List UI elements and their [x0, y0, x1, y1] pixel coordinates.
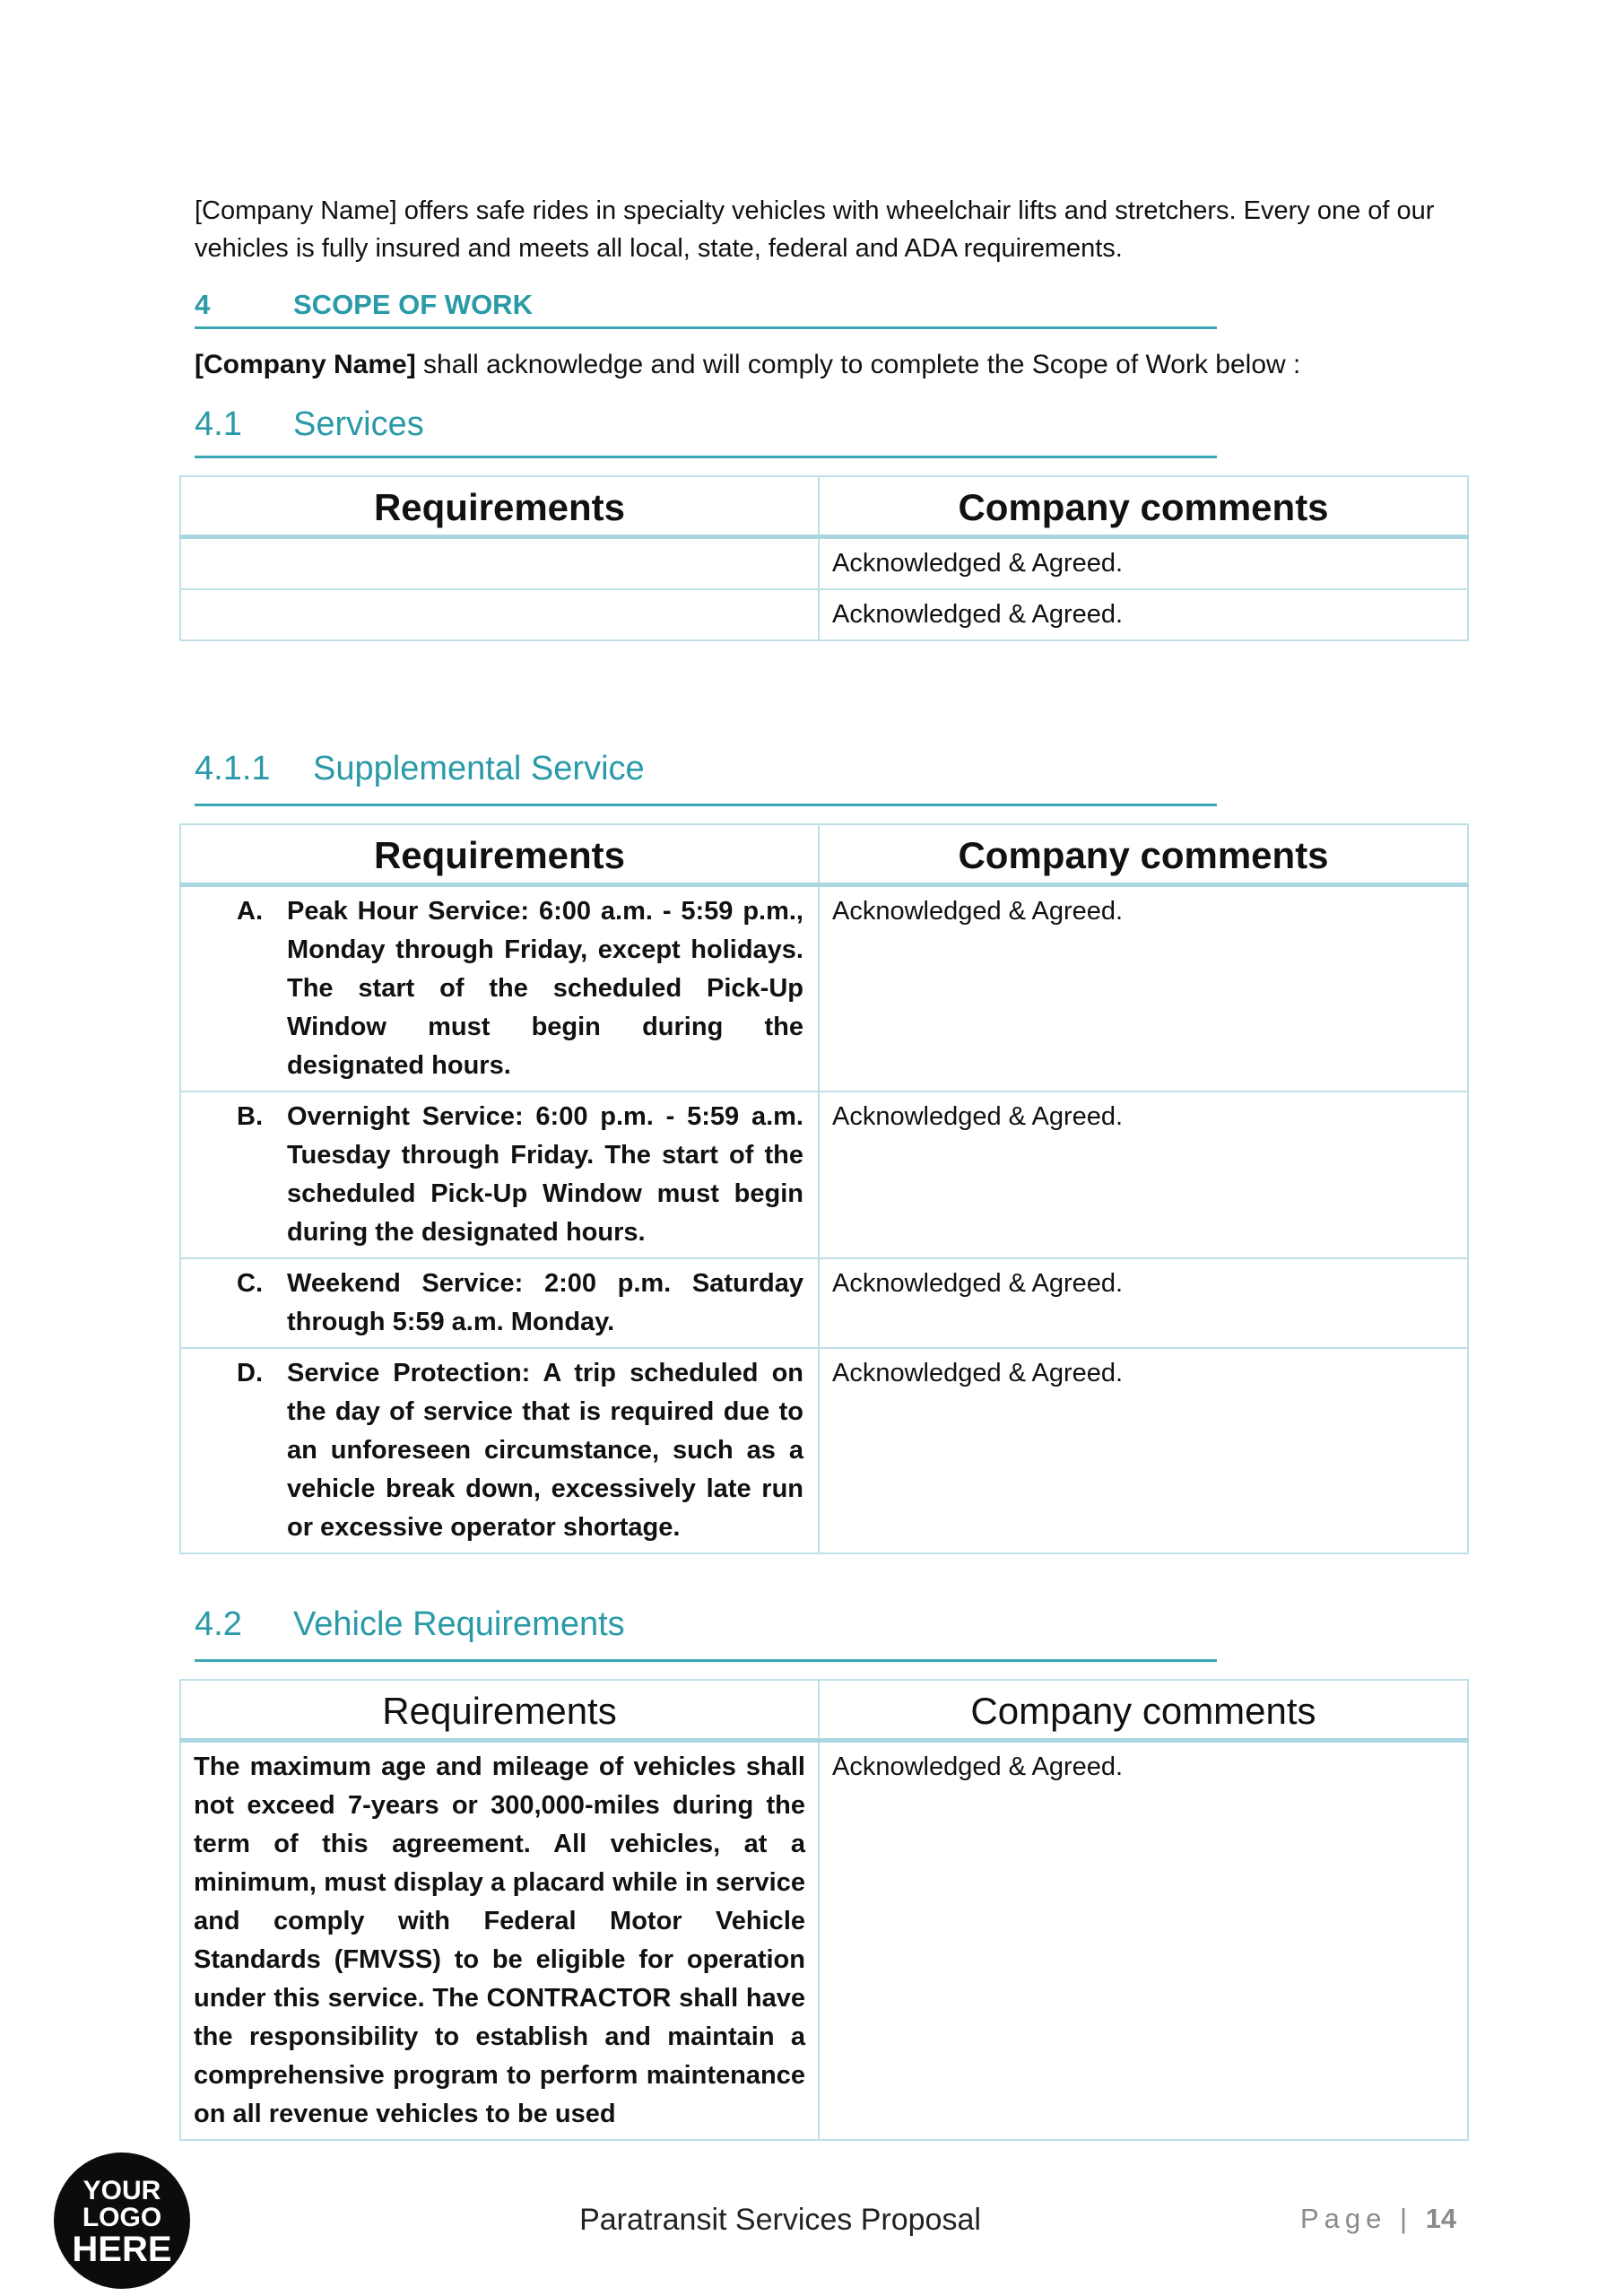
page-number-value: 14 — [1425, 2203, 1457, 2234]
requirement-text: The maximum age and mileage of vehicles shall not exceed 7-years or 300,000-miles during the term of this agreement. All vehicles, at a minimum, must display a placard while in service and comply with Federal Motor Vehicle Standards (FMVSS) to be eligible for operation under this service. The CONTRACTOR shall have the responsibility to establish and maintain a comprehensive program to perform maintenance on all revenue vehicles to be used — [194, 1752, 805, 2128]
footer-document-title: Paratransit Services Proposal — [579, 2203, 981, 2237]
vehicle-requirements-table — [179, 1679, 1469, 2141]
table-row — [180, 1091, 1468, 1258]
subsection-number: 4.1.1 — [195, 750, 271, 787]
subsection-heading-supplemental-service — [195, 750, 1217, 806]
logo-line: HERE — [72, 2230, 172, 2269]
logo-line: YOUR — [83, 2176, 161, 2205]
table-row — [180, 1348, 1468, 1553]
page-label: Page | — [1300, 2203, 1426, 2234]
table-row — [180, 885, 1468, 1092]
subsection-heading-services — [195, 405, 1217, 458]
table-header-row — [180, 1680, 1468, 1741]
section-title: SCOPE OF WORK — [293, 289, 533, 320]
subsection-heading-vehicle-requirements — [195, 1605, 1217, 1662]
company-comments-header: Company comments — [819, 1680, 1468, 1741]
intro-paragraph: [Company Name] offers safe rides in specialty vehicles with wheelchair lifts and stretchers. Every one of our vehicles is fully insured and meets all local, state, federal and ADA requirements. — [195, 196, 1435, 263]
requirement-cell — [180, 1348, 819, 1553]
subsection-title: Supplemental Service — [313, 750, 645, 787]
acknowledgement-text: shall acknowledge and will comply to complete the Scope of Work below : — [415, 350, 1301, 379]
table-row — [180, 589, 1468, 640]
item-label: A. — [237, 897, 263, 926]
table-row — [180, 537, 1468, 590]
services-table — [179, 475, 1469, 641]
requirement-cell — [180, 885, 819, 1092]
item-label: B. — [237, 1102, 263, 1131]
subsection-title: Vehicle Requirements — [293, 1605, 625, 1643]
requirements-header: Requirements — [180, 824, 819, 885]
requirements-header: Requirements — [180, 1680, 819, 1741]
company-comments-header: Company comments — [819, 476, 1468, 537]
company-name-placeholder: [Company Name] — [195, 350, 416, 379]
acknowledgement-line — [195, 350, 1300, 380]
comment-cell: Acknowledged & Agreed. — [819, 1741, 1468, 2141]
comment-cell: Acknowledged & Agreed. — [819, 589, 1468, 640]
logo-line: LOGO — [82, 2203, 162, 2232]
table-row — [180, 1258, 1468, 1348]
company-comments-header: Company comments — [819, 824, 1468, 885]
subsection-title: Services — [293, 405, 424, 443]
comment-cell: Acknowledged & Agreed. — [819, 537, 1468, 590]
subsection-number: 4.1 — [195, 405, 242, 443]
item-text: Weekend Service: 2:00 p.m. Saturday through 5:59 a.m. Monday. — [287, 1269, 803, 1336]
comment-cell: Acknowledged & Agreed. — [819, 885, 1468, 1092]
table-header-row — [180, 824, 1468, 885]
comment-cell: Acknowledged & Agreed. — [819, 1348, 1468, 1553]
comment-cell: Acknowledged & Agreed. — [819, 1091, 1468, 1258]
requirements-header: Requirements — [180, 476, 819, 537]
requirement-cell — [180, 1258, 819, 1348]
item-text: Overnight Service: 6:00 p.m. - 5:59 a.m. Tuesday through Friday. The start of the scheduled Pick-Up Window must begin during the designated hours. — [287, 1102, 803, 1247]
subsection-number: 4.2 — [195, 1605, 242, 1643]
requirement-cell — [180, 537, 819, 590]
requirement-cell — [180, 589, 819, 640]
requirement-cell — [180, 1091, 819, 1258]
supplemental-service-table — [179, 823, 1469, 1554]
table-header-row — [180, 476, 1468, 537]
table-row — [180, 1741, 1468, 2141]
comment-cell: Acknowledged & Agreed. — [819, 1258, 1468, 1348]
item-label: C. — [237, 1269, 263, 1298]
section-number: 4 — [195, 289, 211, 320]
section-heading-scope-of-work — [195, 289, 1217, 329]
requirement-cell — [180, 1741, 819, 2141]
item-text: Service Protection: A trip scheduled on the day of service that is required due to an unforeseen circumstance, such as a vehicle break down, excessively late run or excessive operator shortage. — [287, 1359, 803, 1542]
page-number — [1300, 2203, 1456, 2235]
item-label: D. — [237, 1359, 263, 1387]
item-text: Peak Hour Service: 6:00 a.m. - 5:59 p.m., Monday through Friday, except holidays. The start of the scheduled Pick-Up Window must begin during the designated hours. — [287, 897, 803, 1080]
